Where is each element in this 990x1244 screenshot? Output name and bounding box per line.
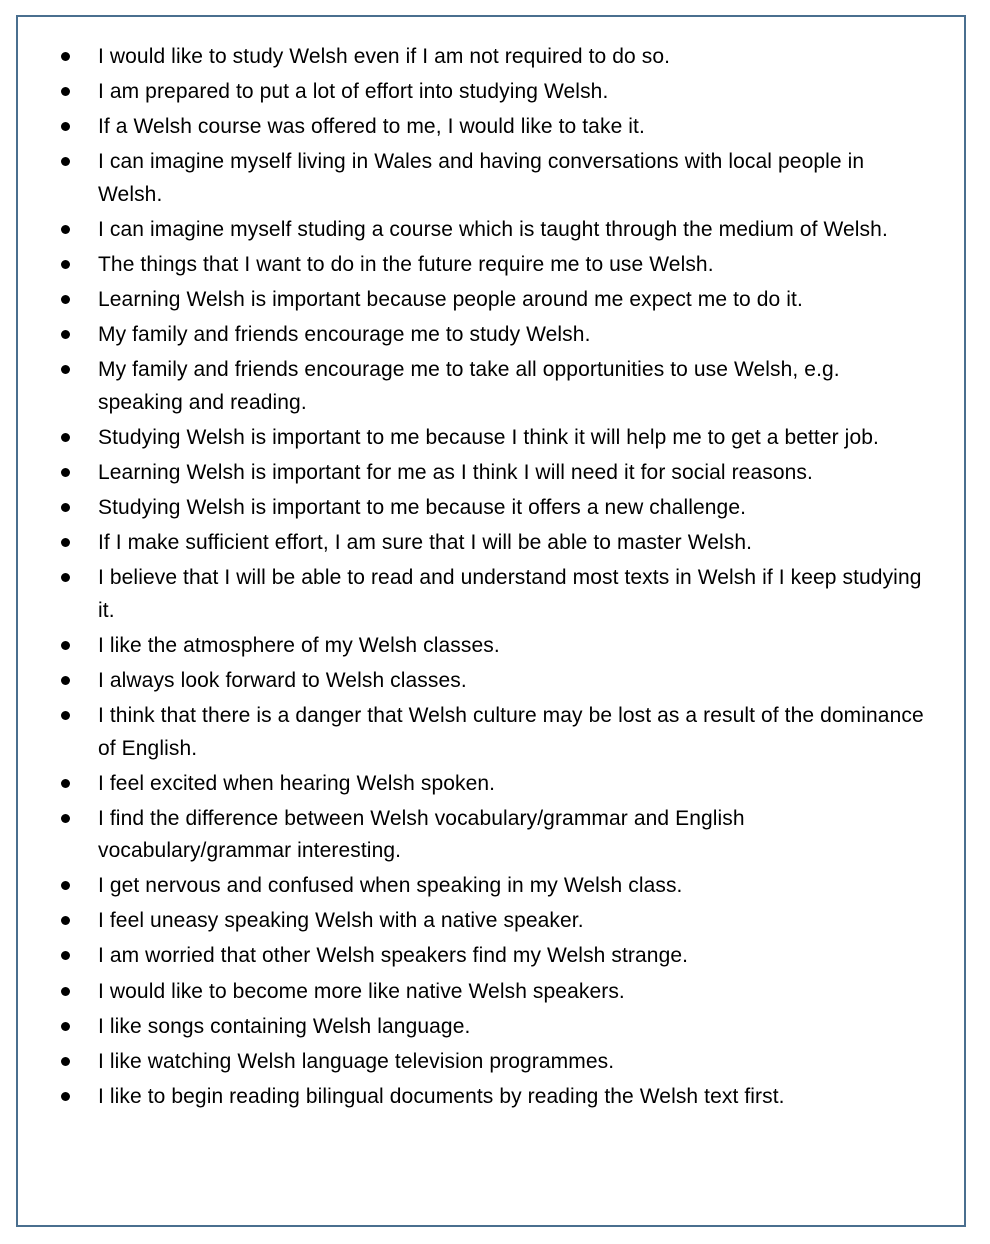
list-item xyxy=(18,527,924,560)
bullet-icon xyxy=(61,779,70,788)
list-item xyxy=(18,768,924,801)
statements-box xyxy=(16,15,966,1227)
bullet-icon xyxy=(61,987,70,996)
statement-text: I would like to become more like native Welsh speakers. xyxy=(98,979,625,1003)
bullet-icon xyxy=(61,122,70,131)
list-item xyxy=(18,76,924,109)
bullet-icon xyxy=(61,881,70,890)
list-item xyxy=(18,249,924,282)
statement-text: I feel excited when hearing Welsh spoken. xyxy=(98,771,496,795)
bullet-icon xyxy=(61,52,70,61)
list-item xyxy=(18,870,924,903)
bullet-icon xyxy=(61,87,70,96)
bullet-icon xyxy=(61,433,70,442)
bullet-icon xyxy=(61,295,70,304)
list-item xyxy=(18,422,924,455)
bullet-icon xyxy=(61,676,70,685)
list-item xyxy=(18,905,924,938)
list-item xyxy=(18,1011,924,1044)
bullet-icon xyxy=(61,468,70,477)
list-item xyxy=(18,41,924,74)
list-item xyxy=(18,354,924,419)
bullet-icon xyxy=(61,573,70,582)
statement-text: I like to begin reading bilingual documents by reading the Welsh text first. xyxy=(98,1084,785,1108)
bullet-icon xyxy=(61,538,70,547)
bullet-icon xyxy=(61,1092,70,1101)
statement-text: I can imagine myself living in Wales and having conversations with local people in Welsh. xyxy=(98,150,865,206)
statement-text: I would like to study Welsh even if I am not required to do so. xyxy=(98,45,671,68)
statement-text: My family and friends encourage me to study Welsh. xyxy=(98,323,591,347)
list-item xyxy=(18,111,924,144)
list-item xyxy=(18,319,924,352)
statement-text: The things that I want to do in the future require me to use Welsh. xyxy=(98,252,714,276)
statement-text: I am worried that other Welsh speakers find my Welsh strange. xyxy=(98,944,689,968)
bullet-icon xyxy=(61,641,70,650)
list-item xyxy=(18,700,924,765)
list-item xyxy=(18,146,924,211)
list-item xyxy=(18,665,924,698)
statement-text: I can imagine myself studing a course which is taught through the medium of Welsh. xyxy=(98,217,888,241)
statement-text: I always look forward to Welsh classes. xyxy=(98,668,467,692)
bullet-icon xyxy=(61,1057,70,1066)
statement-text: I am prepared to put a lot of effort into studying Welsh. xyxy=(98,80,609,104)
statement-text: Studying Welsh is important to me because I think it will help me to get a better job. xyxy=(98,425,879,449)
statement-text: I feel uneasy speaking Welsh with a native speaker. xyxy=(98,909,584,933)
list-item xyxy=(18,492,924,525)
statement-text: I get nervous and confused when speaking in my Welsh class. xyxy=(98,874,683,898)
bullet-icon xyxy=(61,814,70,823)
list-item xyxy=(18,976,924,1009)
statement-text: I think that there is a danger that Welsh culture may be lost as a result of the dominance of English. xyxy=(98,704,924,760)
bullet-icon xyxy=(61,1022,70,1031)
statement-list xyxy=(18,17,964,1113)
list-item xyxy=(18,630,924,663)
statement-text: I find the difference between Welsh vocabulary/grammar and English vocabulary/grammar interesting. xyxy=(98,806,745,863)
list-item xyxy=(18,803,924,868)
bullet-icon xyxy=(61,711,70,720)
bullet-icon xyxy=(61,365,70,374)
bullet-icon xyxy=(61,225,70,234)
statement-text: My family and friends encourage me to take all opportunities to use Welsh, e.g. speaking and reading. xyxy=(98,358,840,414)
bullet-icon xyxy=(61,157,70,166)
statement-text: If I make sufficient effort, I am sure that I will be able to master Welsh. xyxy=(98,531,753,555)
bullet-icon xyxy=(61,260,70,269)
list-item xyxy=(18,1046,924,1079)
list-item xyxy=(18,457,924,490)
list-item xyxy=(18,214,924,247)
statement-text: I like watching Welsh language television programmes. xyxy=(98,1049,615,1073)
list-item xyxy=(18,562,924,627)
statement-text: I like songs containing Welsh language. xyxy=(98,1014,471,1038)
bullet-icon xyxy=(61,951,70,960)
list-item xyxy=(18,1081,924,1114)
bullet-icon xyxy=(61,330,70,339)
statement-text: I like the atmosphere of my Welsh classes. xyxy=(98,633,500,657)
list-item xyxy=(18,284,924,317)
bullet-icon xyxy=(61,503,70,512)
bullet-icon xyxy=(61,916,70,925)
statement-text: Learning Welsh is important because people around me expect me to do it. xyxy=(98,288,803,312)
statement-text: If a Welsh course was offered to me, I would like to take it. xyxy=(98,115,645,139)
statement-text: Studying Welsh is important to me because it offers a new challenge. xyxy=(98,496,747,520)
statement-text: I believe that I will be able to read and understand most texts in Welsh if I keep studying it. xyxy=(98,566,922,622)
statement-text: Learning Welsh is important for me as I think I will need it for social reasons. xyxy=(98,460,813,484)
list-item xyxy=(18,940,924,973)
